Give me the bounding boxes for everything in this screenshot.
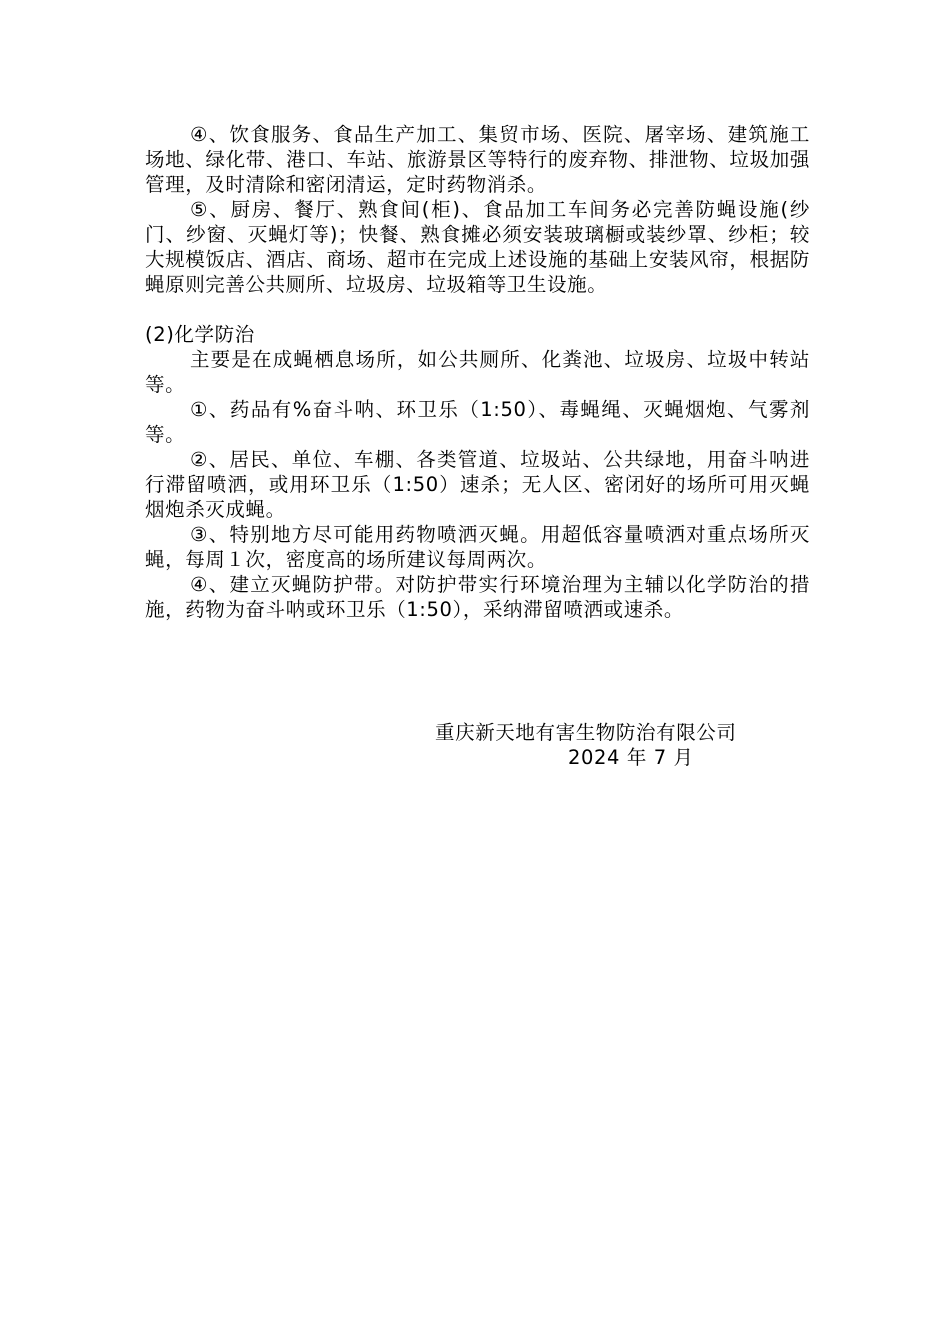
signature-block — [435, 720, 815, 770]
paragraph-item-4-waste-management: ④、饮食服务、食品生产加工、集贸市场、医院、屠宰场、建筑施工场地、绿化带、港口、车站、旅游景区等特行的废弃物、排泄物、垃圾加强管理，及时清除和密闭清运，定时药物消杀。 — [145, 123, 810, 196]
paragraph-item-4-protective-belt: ④、建立灭蝇防护带。对防护带实行环境治理为主辅以化学防治的措施，药物为奋斗呐或环卫乐（1:50），采纳滞留喷洒或速杀。 — [145, 573, 810, 621]
document-date: 2024 年 7 月 — [568, 746, 694, 769]
paragraph-item-3-ulv-spraying: ③、特别地方尽可能用药物喷洒灭蝇。用超低容量喷洒对重点场所灭蝇，每周１次，密度高的场所建议每周两次。 — [145, 523, 810, 571]
paragraph-item-2-residual-spraying: ②、居民、单位、车棚、各类管道、垃圾站、公共绿地，用奋斗呐进行滞留喷洒，或用环卫乐（1:50）速杀；无人区、密闭好的场所可用灭蝇烟炮杀灭成蝇。 — [145, 448, 810, 521]
company-name: 重庆新天地有害生物防治有限公司 — [435, 721, 737, 744]
document-body — [145, 122, 810, 622]
section-heading-chemical-control: (2)化学防治 — [145, 323, 255, 346]
paragraph-item-1-pesticides: ①、药品有%奋斗呐、环卫乐（1:50）、毒蝇绳、灭蝇烟炮、气雾剂等。 — [145, 398, 810, 446]
paragraph-chemical-control-intro: 主要是在成蝇栖息场所，如公共厕所、化粪池、垃圾房、垃圾中转站等。 — [145, 348, 810, 396]
paragraph-item-5-fly-prevention-facilities: ⑤、厨房、餐厅、熟食间(柜)、食品加工车间务必完善防蝇设施(纱门、纱窗、灭蝇灯等)；快餐、熟食摊必须安装玻璃橱或装纱罩、纱柜；较大规模饭店、酒店、商场、超市在完成上述设施的基础上安装风帘，根据防蝇原则完善公共厕所、垃圾房、垃圾箱等卫生设施。 — [145, 198, 810, 296]
